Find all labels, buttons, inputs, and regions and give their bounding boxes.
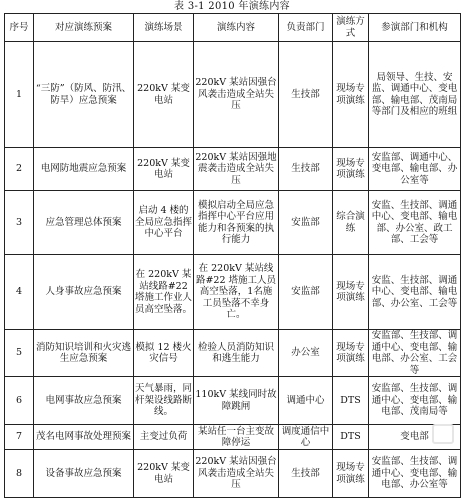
cell-no: 6 (5, 377, 34, 425)
table-caption: 表 3-1 2010 年演练内容 (174, 1, 290, 12)
cell-scene: 220kV 某变电站 (134, 450, 194, 498)
cell-participants: 安监部、生技部、调通中心、变电部、输电部、办公室、工会等 (369, 330, 461, 377)
cell-scene: 启动 4 楼的全局应急指挥中心平台 (134, 191, 194, 255)
column-header-dept: 负责部门 (279, 14, 333, 42)
table-row (5, 191, 461, 255)
cell-content: 220kV 某站因强台风袭击造成全站失压 (194, 42, 279, 148)
cell-dept: 安监部 (279, 255, 333, 330)
column-header-no: 序号 (5, 14, 34, 42)
cell-mode: 综合演练 (333, 191, 369, 255)
cell-mode: 现场专项演练 (333, 450, 369, 498)
cell-mode: DTS (333, 425, 369, 450)
cell-plan: 应急管理总体预案 (34, 191, 134, 255)
cell-participants: 变电部 (369, 425, 461, 450)
cell-mode: 现场专项演练 (333, 330, 369, 377)
cell-no: 8 (5, 450, 34, 498)
cell-participants: 安监部、调通中心、变电部、输电部、办公室等 (369, 148, 461, 191)
cell-scene: 220kV 某变电站 (134, 148, 194, 191)
table-row (5, 148, 461, 191)
cell-content: 110kV 某线同时故障跳闸 (194, 377, 279, 425)
cell-content: 220kV 某站因强地震袭击造成全站失压 (194, 148, 279, 191)
cell-mode: 现场专项演练 (333, 42, 369, 148)
cell-scene: 主变过负荷 (134, 425, 194, 450)
cell-plan: 设备事故应急预案 (34, 450, 134, 498)
column-header-scene: 演练场景 (134, 14, 194, 42)
cell-dept: 安监部 (279, 191, 333, 255)
cell-plan: 人身事故应急预案 (34, 255, 134, 330)
cell-participants: 安监、生技部、调通中心、变电部、输电部、办公室、政工部、工会等 (369, 191, 461, 255)
table-row (5, 450, 461, 498)
column-header-content: 演练内容 (194, 14, 279, 42)
table-row (5, 425, 461, 450)
cell-plan: 茂名电网事故处理预案 (34, 425, 134, 450)
table-header-row (5, 14, 461, 42)
cell-dept: 生技部 (279, 148, 333, 191)
cell-dept: 调度通信中心 (279, 425, 333, 450)
cell-dept: 调通中心 (279, 377, 333, 425)
cell-no: 3 (5, 191, 34, 255)
cell-content: 在 220kV 某站线路#22 塔施工人员高空坠落，1名施工员坠落不幸身亡。 (194, 255, 279, 330)
cell-mode: 现场专项演练 (333, 255, 369, 330)
column-header-plan: 对应演练预案 (34, 14, 134, 42)
cell-scene: 天气暴雨，同杆架设线路断线。 (134, 377, 194, 425)
column-header-participants: 参演部门和机构 (369, 14, 461, 42)
cell-content: 检验人员消防知识和逃生能力 (194, 330, 279, 377)
table-row (5, 255, 461, 330)
cell-dept: 生技部 (279, 450, 333, 498)
cell-no: 4 (5, 255, 34, 330)
column-header-mode: 演练方式 (333, 14, 369, 42)
cell-content: 模拟启动全局应急指挥中心平台应用能力和各预案的执行能力 (194, 191, 279, 255)
cell-no: 7 (5, 425, 34, 450)
cell-plan: 电网事故应急预案 (34, 377, 134, 425)
cell-no: 5 (5, 330, 34, 377)
cell-scene: 220kV 某变电站 (134, 42, 194, 148)
cell-no: 2 (5, 148, 34, 191)
cell-scene: 模拟 12 楼火灾信号 (134, 330, 194, 377)
cell-content: 220kV 某站因强台风袭击造成全站失压 (194, 450, 279, 498)
table-row (5, 377, 461, 425)
cell-plan: 消防知识培训和火灾逃生应急预案 (34, 330, 134, 377)
cell-plan: “三防”（防风、防汛、防旱）应急预案 (34, 42, 134, 148)
cell-plan: 电网防地震应急预案 (34, 148, 134, 191)
table-row (5, 330, 461, 377)
cell-dept: 办公室 (279, 330, 333, 377)
cell-no: 1 (5, 42, 34, 148)
cell-participants: 安监、生技部、调通中心、变电部、输电部、办公室、工会等 (369, 255, 461, 330)
cell-content: 某站任一台主变故障停运 (194, 425, 279, 450)
cell-participants: 局领导、生技、安监、调通中心、变电部、输电部、茂南局等部门及相应的班组 (369, 42, 461, 148)
watermark-icon (432, 424, 454, 444)
cell-participants: 安监部、生技部、调通中心、变电部、输电部、办公室等 (369, 450, 461, 498)
cell-participants: 安监部、生技部、调通中心、变电部、输电部、茂南局等 (369, 377, 461, 425)
cell-scene: 在 220kV 某站线路#22 塔施工作业人员高空坠落。 (134, 255, 194, 330)
cell-dept: 生技部 (279, 42, 333, 148)
cell-mode: DTS (333, 377, 369, 425)
drill-plan-table (4, 13, 461, 498)
table-row (5, 42, 461, 148)
cell-mode: 现场专项演练 (333, 148, 369, 191)
